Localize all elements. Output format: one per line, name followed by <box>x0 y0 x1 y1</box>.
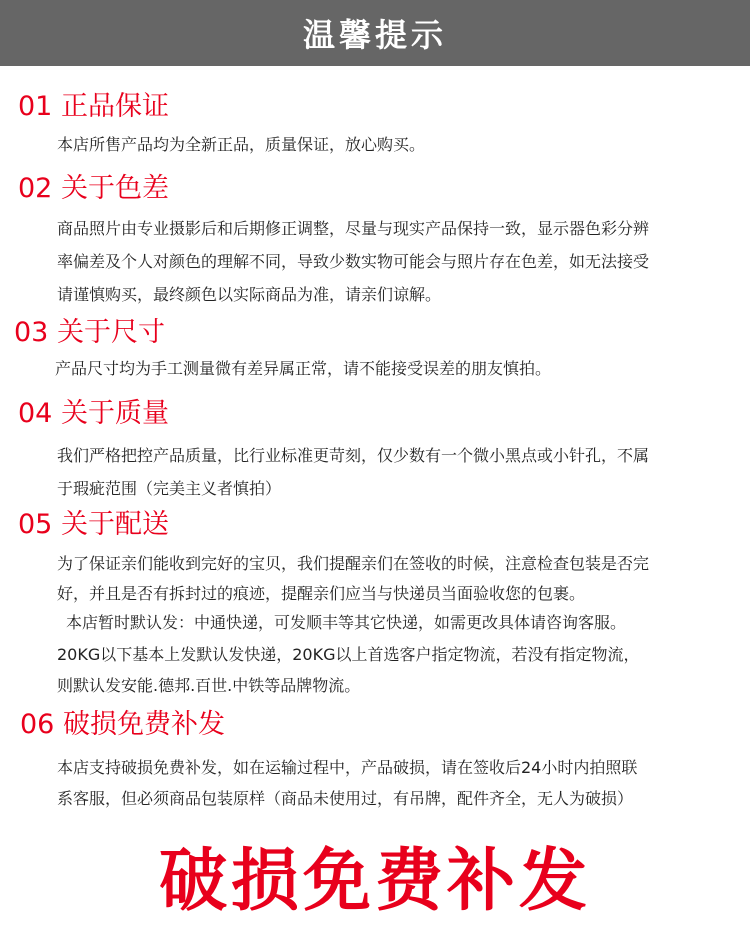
section-03-line: 产品尺寸均为手工测量微有差异属正常，请不能接受误差的朋友慎拍。 <box>55 359 552 378</box>
damage-replacement-banner: 破损免费补发 <box>158 842 591 921</box>
section-05-line: 本店暂时默认发：中通快递，可发顺丰等其它快递，如需更改具体请咨询客服。 <box>66 613 627 632</box>
section-title-04: 04 关于质量 <box>18 398 169 429</box>
section-05-line: 20KG以下基本上发默认发快递，20KG以上首选客户指定物流，若没有指定物流， <box>57 645 640 664</box>
section-title-02: 02 关于色差 <box>18 173 169 204</box>
section-04-line: 我们严格把控产品质量，比行业标准更苛刻，仅少数有一个微小黑点或小针孔，不属 <box>57 446 650 465</box>
section-01-line: 本店所售产品均为全新正品，质量保证，放心购买。 <box>57 135 426 154</box>
section-04-line: 于瑕疵范围（完美主义者慎拍） <box>57 479 282 498</box>
section-title-06: 06 破损免费补发 <box>20 709 225 740</box>
section-02-line: 请谨慎购买，最终颜色以实际商品为准，请亲们谅解。 <box>57 285 442 304</box>
section-02-line: 商品照片由专业摄影后和后期修正调整，尽量与现实产品保持一致，显示器色彩分辨 <box>57 219 650 238</box>
section-title-01: 01 正品保证 <box>18 91 169 122</box>
section-05-line: 为了保证亲们能收到完好的宝贝，我们提醒亲们在签收的时候，注意检查包装是否完 <box>57 554 650 573</box>
section-02-line: 率偏差及个人对颜色的理解不同，导致少数实物可能会与照片存在色差，如无法接受 <box>57 252 650 271</box>
section-06-line: 系客服，但必须商品包装原样（商品未使用过，有吊牌，配件齐全，无人为破损） <box>57 789 634 808</box>
section-06-line: 本店支持破损免费补发，如在运输过程中，产品破损，请在签收后24小时内拍照联 <box>57 758 638 777</box>
header-bar <box>0 0 750 66</box>
section-05-line: 好，并且是否有拆封过的痕迹，提醒亲们应当与快递员当面验收您的包裹。 <box>57 584 586 603</box>
section-title-03: 03 关于尺寸 <box>14 317 165 348</box>
section-05-line: 则默认发安能.德邦.百世.中铁等品牌物流。 <box>57 676 361 695</box>
section-title-05: 05 关于配送 <box>18 509 169 540</box>
page-title: 温馨提示 <box>302 16 447 54</box>
